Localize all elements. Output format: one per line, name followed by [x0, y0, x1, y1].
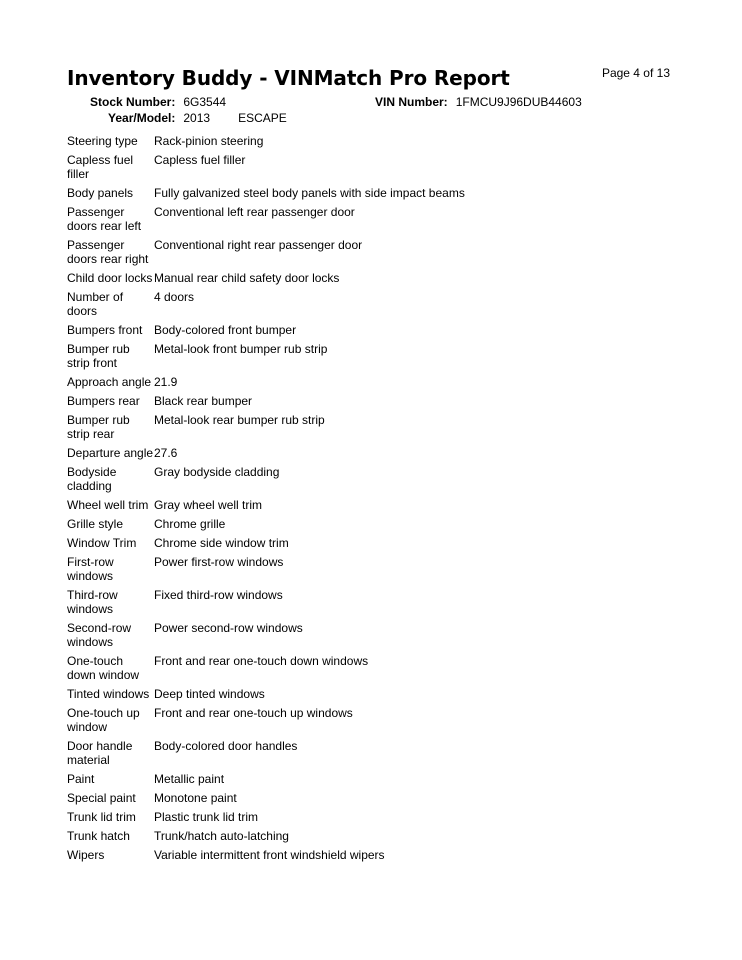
spec-row	[67, 555, 677, 588]
spec-value: Metal-look front bumper rub strip	[154, 342, 328, 356]
spec-label: Departure angle	[67, 446, 154, 460]
spec-label: One-touch down window	[67, 654, 140, 682]
spec-row	[67, 517, 677, 536]
spec-row	[67, 394, 677, 413]
spec-row	[67, 687, 677, 706]
spec-value: Fully galvanized steel body panels with side impact beams	[154, 186, 465, 200]
spec-value: Body-colored door handles	[154, 739, 298, 753]
spec-value: Fixed third-row windows	[154, 588, 283, 602]
spec-row	[67, 848, 677, 867]
spec-value: Conventional right rear passenger door	[154, 238, 363, 252]
spec-row	[67, 153, 677, 186]
spec-label: Special paint	[67, 791, 136, 805]
spec-label: Bumper rub strip front	[67, 342, 130, 370]
spec-label: Paint	[67, 772, 95, 786]
spec-value: Body-colored front bumper	[154, 323, 297, 337]
spec-value: Monotone paint	[154, 791, 237, 805]
spec-value: Chrome grille	[154, 517, 226, 531]
spec-value: Power first-row windows	[154, 555, 284, 569]
spec-value: Conventional left rear passenger door	[154, 205, 355, 219]
specs-body	[67, 134, 677, 867]
spec-row	[67, 654, 677, 687]
spec-label: Second-row windows	[67, 621, 132, 649]
year-model-row	[108, 111, 287, 125]
spec-label: Bumper rub strip rear	[67, 413, 130, 441]
spec-row	[67, 810, 677, 829]
vin-number-row	[375, 95, 582, 109]
spec-row	[67, 536, 677, 555]
spec-label: Child door locks	[67, 271, 153, 285]
stock-number-value: 6G3544	[183, 95, 227, 109]
spec-value: Power second-row windows	[154, 621, 303, 635]
spec-value: Trunk/hatch auto-latching	[154, 829, 289, 843]
spec-value: 21.9	[154, 375, 178, 389]
spec-value: Black rear bumper	[154, 394, 253, 408]
spec-label: Bumpers rear	[67, 394, 140, 408]
vin-number-value: 1FMCU9J96DUB44603	[455, 95, 582, 109]
spec-label: Number of doors	[67, 290, 124, 318]
spec-value: Variable intermittent front windshield wipers	[154, 848, 385, 862]
spec-value: Chrome side window trim	[154, 536, 289, 550]
spec-value: Deep tinted windows	[154, 687, 265, 701]
spec-row	[67, 588, 677, 621]
spec-row	[67, 342, 677, 375]
spec-value: Plastic trunk lid trim	[154, 810, 259, 824]
spec-row	[67, 205, 677, 238]
spec-label: Grille style	[67, 517, 124, 531]
year-value: 2013	[183, 111, 211, 125]
specs-table	[67, 134, 677, 867]
spec-label: Tinted windows	[67, 687, 150, 701]
spec-value: 4 doors	[154, 290, 195, 304]
stock-number-row	[90, 95, 226, 109]
spec-row	[67, 465, 677, 498]
spec-label: Passenger doors rear left	[67, 205, 142, 233]
spec-label: Wheel well trim	[67, 498, 149, 512]
stock-number-label: Stock Number:	[90, 95, 176, 109]
spec-value: Metallic paint	[154, 772, 225, 786]
spec-label: Body panels	[67, 186, 134, 200]
spec-value: Manual rear child safety door locks	[154, 271, 340, 285]
spec-label: Window Trim	[67, 536, 137, 550]
report-title: Inventory Buddy - VINMatch Pro Report	[67, 66, 510, 90]
spec-row	[67, 290, 677, 323]
spec-row	[67, 375, 677, 394]
spec-label: Third-row windows	[67, 588, 118, 616]
spec-value: Capless fuel filler	[154, 153, 246, 167]
spec-row	[67, 271, 677, 290]
spec-label: Trunk hatch	[67, 829, 130, 843]
spec-row	[67, 323, 677, 342]
spec-label: Bodyside cladding	[67, 465, 117, 493]
spec-label: Bumpers front	[67, 323, 143, 337]
spec-value: Gray bodyside cladding	[154, 465, 280, 479]
spec-label: Wipers	[67, 848, 105, 862]
spec-row	[67, 706, 677, 739]
spec-row	[67, 446, 677, 465]
spec-value: Rack-pinion steering	[154, 134, 264, 148]
year-model-label: Year/Model:	[108, 111, 176, 125]
spec-value: Front and rear one-touch down windows	[154, 654, 369, 668]
model-value: ESCAPE	[238, 111, 287, 125]
spec-label: Door handle material	[67, 739, 133, 767]
spec-value: Metal-look rear bumper rub strip	[154, 413, 325, 427]
spec-row	[67, 238, 677, 271]
spec-label: First-row windows	[67, 555, 114, 583]
spec-row	[67, 772, 677, 791]
spec-label: Passenger doors rear right	[67, 238, 149, 266]
spec-row	[67, 739, 677, 772]
spec-row	[67, 498, 677, 517]
page-number: Page 4 of 13	[601, 66, 670, 80]
spec-label: Approach angle	[67, 375, 152, 389]
spec-row	[67, 413, 677, 446]
spec-label: Steering type	[67, 134, 138, 148]
spec-value: Front and rear one-touch up windows	[154, 706, 353, 720]
spec-label: Capless fuel filler	[67, 153, 134, 181]
spec-value: 27.6	[154, 446, 178, 460]
spec-row	[67, 829, 677, 848]
vin-number-label: VIN Number:	[375, 95, 448, 109]
spec-row	[67, 186, 677, 205]
spec-value: Gray wheel well trim	[154, 498, 263, 512]
spec-row	[67, 134, 677, 153]
spec-row	[67, 791, 677, 810]
spec-row	[67, 621, 677, 654]
spec-label: Trunk lid trim	[67, 810, 136, 824]
spec-label: One-touch up window	[67, 706, 140, 734]
